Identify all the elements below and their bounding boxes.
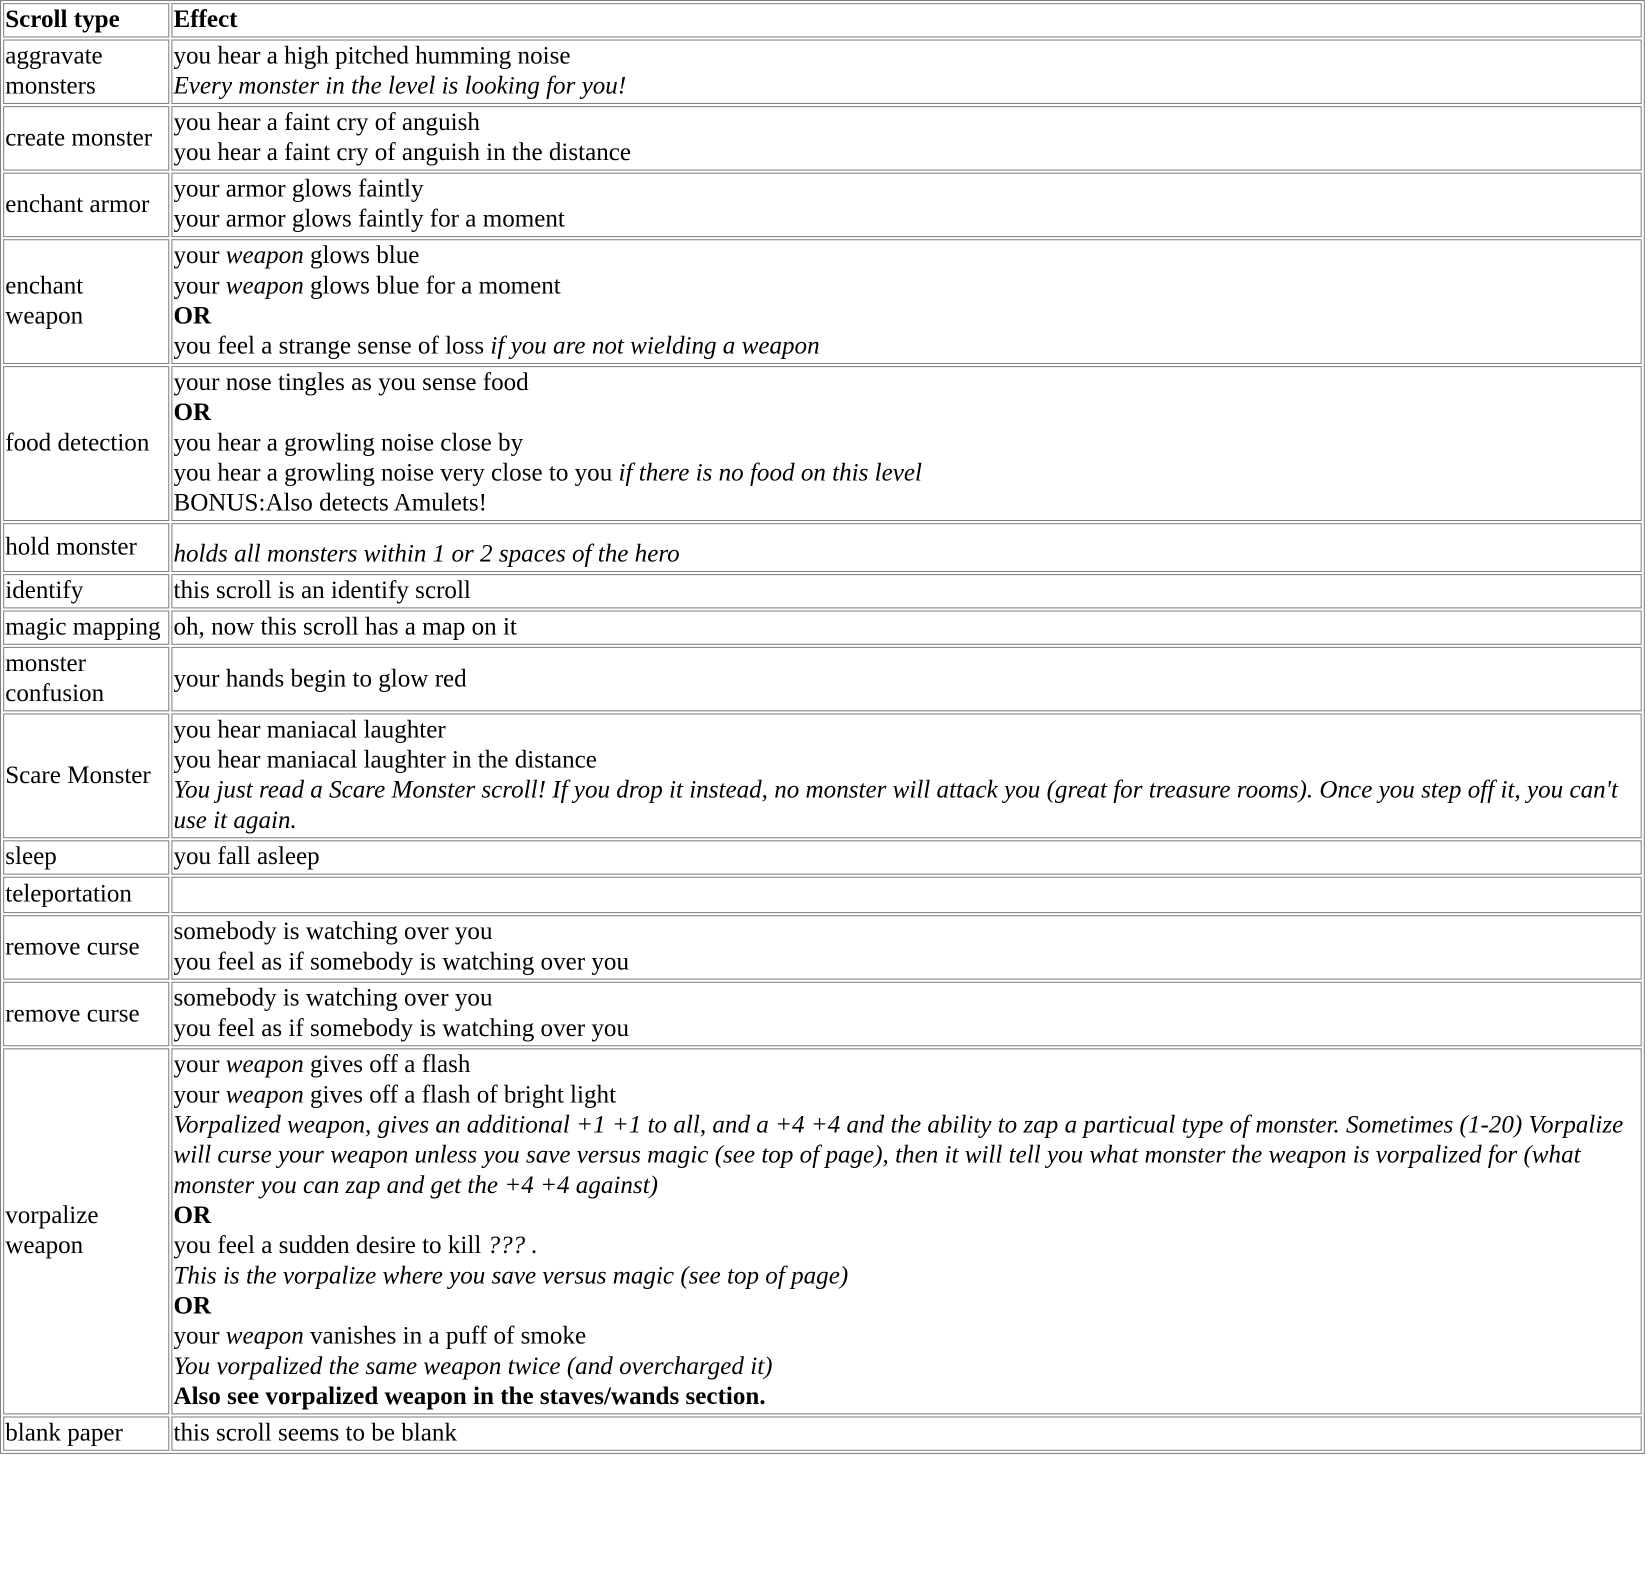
effect-line xyxy=(173,1201,1639,1231)
effect-text: you hear a faint cry of anguish xyxy=(173,109,480,137)
table-row xyxy=(3,173,1642,237)
table-row xyxy=(3,982,1642,1046)
scroll-type-cell: teleportation xyxy=(3,877,169,913)
scroll-type-cell: create monster xyxy=(3,106,169,170)
italic-note: You just read a Scare Monster scroll! If you drop it instead, no monster will attack you (great for treasure rooms). Once you step off it, you can't use it again. xyxy=(173,776,1619,835)
scroll-type-cell: enchant armor xyxy=(3,173,169,237)
table-row xyxy=(3,106,1642,170)
effect-line xyxy=(173,1322,1639,1352)
effect-line xyxy=(173,368,1639,398)
effect-line xyxy=(173,489,1639,519)
effect-cell xyxy=(171,173,1641,237)
effect-line xyxy=(173,1014,1639,1044)
effect-line xyxy=(173,302,1639,332)
bold-text: Also see vorpalized weapon in the staves/wands section. xyxy=(173,1383,766,1411)
scroll-type-cell: enchant weapon xyxy=(3,239,169,364)
table-row xyxy=(3,574,1642,608)
italic-note: You vorpalized the same weapon twice (and overcharged it) xyxy=(173,1353,773,1381)
scroll-type-cell: blank paper xyxy=(3,1416,169,1450)
effect-line xyxy=(173,1111,1639,1201)
effect-line xyxy=(173,175,1639,205)
effect-text: your xyxy=(173,1051,226,1079)
effect-cell xyxy=(171,106,1641,170)
effect-text: you feel a sudden desire to kill xyxy=(173,1232,488,1260)
effect-cell xyxy=(171,1416,1641,1450)
effect-line xyxy=(173,746,1639,776)
effect-text: you feel as if somebody is watching over you xyxy=(173,1015,629,1043)
italic-note: weapon xyxy=(225,1081,304,1109)
effect-cell xyxy=(171,840,1641,874)
effect-text: glows blue xyxy=(303,242,420,270)
effect-text: you hear a growling noise close by xyxy=(173,429,524,457)
bold-text: OR xyxy=(173,1292,212,1320)
table-row xyxy=(3,915,1642,979)
effect-text: your armor glows faintly for a moment xyxy=(173,205,565,233)
header-scroll-type: Scroll type xyxy=(3,3,169,37)
table-row xyxy=(3,647,1642,711)
effect-text: somebody is watching over you xyxy=(173,984,493,1012)
effect-cell xyxy=(171,713,1641,838)
effect-line xyxy=(173,664,1639,694)
table-row xyxy=(3,840,1642,874)
effect-text: you hear maniacal laughter xyxy=(173,716,446,744)
italic-note: ??? . xyxy=(487,1232,538,1260)
effect-line xyxy=(173,1419,1639,1449)
table-row xyxy=(3,877,1642,913)
effect-line xyxy=(173,1231,1639,1261)
effect-line xyxy=(173,842,1639,872)
effect-text: BONUS:Also detects Amulets! xyxy=(173,489,487,517)
effect-cell xyxy=(171,982,1641,1046)
effect-text: your hands begin to glow red xyxy=(173,665,467,693)
effect-text: you hear a growling noise very close to you xyxy=(173,459,619,487)
effect-text: your armor glows faintly xyxy=(173,175,424,203)
italic-note: if you are not wielding a weapon xyxy=(490,332,820,360)
bold-text: OR xyxy=(173,399,212,427)
effect-line xyxy=(173,72,1639,102)
effect-text: you feel as if somebody is watching over you xyxy=(173,948,629,976)
scroll-type-cell: vorpalize weapon xyxy=(3,1048,169,1414)
effect-cell xyxy=(171,40,1641,104)
italic-note: weapon xyxy=(225,1322,304,1350)
table-row xyxy=(3,40,1642,104)
italic-note: weapon xyxy=(225,272,304,300)
effect-line xyxy=(173,459,1639,489)
effect-line xyxy=(173,540,1639,570)
italic-note: weapon xyxy=(225,242,304,270)
effect-line xyxy=(173,1382,1639,1412)
effect-line xyxy=(173,1050,1639,1080)
effect-line xyxy=(173,716,1639,746)
table-row xyxy=(3,523,1642,572)
table-row xyxy=(3,366,1642,521)
effect-text: your xyxy=(173,242,226,270)
effect-text: your xyxy=(173,272,226,300)
effect-line xyxy=(173,108,1639,138)
scroll-type-cell: identify xyxy=(3,574,169,608)
effect-line xyxy=(173,1262,1639,1292)
bold-text: OR xyxy=(173,302,212,330)
effect-text: gives off a flash of bright light xyxy=(303,1081,617,1109)
effect-cell xyxy=(171,366,1641,521)
effect-line xyxy=(173,271,1639,301)
table-row xyxy=(3,610,1642,644)
scroll-type-cell: hold monster xyxy=(3,523,169,572)
scroll-type-cell: remove curse xyxy=(3,982,169,1046)
italic-note: holds all monsters within 1 or 2 spaces of the hero xyxy=(173,540,680,568)
header-effect: Effect xyxy=(171,3,1641,37)
effect-line xyxy=(173,1081,1639,1111)
effect-line xyxy=(173,947,1639,977)
effect-text: you hear maniacal laughter in the distance xyxy=(173,746,597,774)
effect-text: you hear a faint cry of anguish in the distance xyxy=(173,139,632,167)
italic-note: Vorpalized weapon, gives an additional +1 +1 to all, and a +4 +4 and the ability to zap a particual type of monster. Sometimes (1-20) Vorpalize will curse your weapon unless you save versus magic (see top of page), then it will tell you what monster the weapon is vorpalized for (what monster you can zap and get the +4 +4 against) xyxy=(173,1111,1624,1200)
effect-text: this scroll is an identify scroll xyxy=(173,577,471,605)
effect-cell xyxy=(171,877,1641,913)
effect-text: your xyxy=(173,1322,226,1350)
effect-text: you hear a high pitched humming noise xyxy=(173,42,571,70)
italic-note: weapon xyxy=(225,1051,304,1079)
effect-line xyxy=(173,398,1639,428)
effect-text: gives off a flash xyxy=(303,1051,471,1079)
italic-note: This is the vorpalize where you save versus magic (see top of page) xyxy=(173,1262,849,1290)
effect-line xyxy=(173,428,1639,458)
scroll-type-cell: sleep xyxy=(3,840,169,874)
effect-text: glows blue for a moment xyxy=(303,272,561,300)
effect-line xyxy=(173,776,1639,836)
scroll-type-cell: food detection xyxy=(3,366,169,521)
effect-line xyxy=(173,205,1639,235)
scroll-type-cell: magic mapping xyxy=(3,610,169,644)
effect-line xyxy=(173,1292,1639,1322)
effect-cell xyxy=(171,239,1641,364)
effect-text: your nose tingles as you sense food xyxy=(173,369,529,397)
effect-text: you fall asleep xyxy=(173,843,320,871)
effect-text: vanishes in a puff of smoke xyxy=(303,1322,587,1350)
effect-cell xyxy=(171,647,1641,711)
table-row xyxy=(3,239,1642,364)
effect-line xyxy=(173,576,1639,606)
effect-line xyxy=(173,138,1639,168)
table-row xyxy=(3,1048,1642,1414)
effect-cell xyxy=(171,915,1641,979)
scroll-type-cell: remove curse xyxy=(3,915,169,979)
effect-text: this scroll seems to be blank xyxy=(173,1419,457,1447)
scroll-type-cell: monster confusion xyxy=(3,647,169,711)
table-row xyxy=(3,713,1642,838)
scroll-type-cell: Scare Monster xyxy=(3,713,169,838)
bold-text: OR xyxy=(173,1202,212,1230)
italic-note: if there is no food on this level xyxy=(618,459,923,487)
table-body xyxy=(3,40,1642,1451)
effect-line xyxy=(173,917,1639,947)
table-row xyxy=(3,1416,1642,1450)
effect-cell xyxy=(171,523,1641,572)
effect-text: you feel a strange sense of loss xyxy=(173,332,491,360)
scroll-type-cell: aggravate monsters xyxy=(3,40,169,104)
italic-note: Every monster in the level is looking for you! xyxy=(173,72,627,100)
effect-text: somebody is watching over you xyxy=(173,918,493,946)
effect-cell xyxy=(171,574,1641,608)
effect-line xyxy=(173,332,1639,362)
cell-spacer xyxy=(173,525,1639,540)
effect-line xyxy=(173,241,1639,271)
effect-text: your xyxy=(173,1081,226,1109)
effect-text: oh, now this scroll has a map on it xyxy=(173,613,517,641)
effect-line xyxy=(173,613,1639,643)
effect-line xyxy=(173,984,1639,1014)
effect-line xyxy=(173,42,1639,72)
effect-cell xyxy=(171,610,1641,644)
effect-line xyxy=(173,1352,1639,1382)
header-row xyxy=(3,3,1642,37)
effect-cell xyxy=(171,1048,1641,1414)
